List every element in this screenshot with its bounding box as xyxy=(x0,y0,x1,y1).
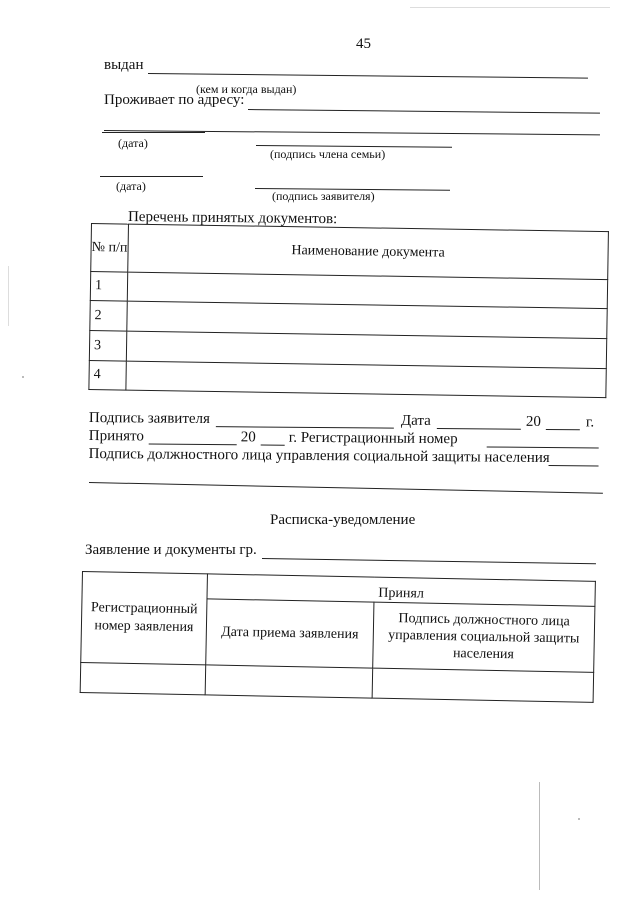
reg-number-cell xyxy=(80,662,206,694)
acceptance-block xyxy=(89,410,604,468)
address-label: Проживает по адресу: xyxy=(104,92,245,108)
row-number: 3 xyxy=(89,330,126,361)
reg-number-label: г. Регистрационный номер xyxy=(288,429,458,448)
year-suffix: г. xyxy=(585,414,595,431)
official-sign-label: Подпись должностного лица управления социальной защиты населения xyxy=(88,445,550,467)
col-sign-header: Подпись должностного лица управления социальной защиты населения xyxy=(373,602,595,672)
date-cell xyxy=(205,665,373,698)
separator-line xyxy=(89,482,603,494)
scan-artifact xyxy=(578,818,580,820)
page-number: 45 xyxy=(356,36,371,52)
col-num-header: № п/п xyxy=(91,224,129,273)
receipt-title: Расписка-уведомление xyxy=(270,512,416,528)
scan-artifact xyxy=(8,266,9,326)
row-number: 1 xyxy=(90,272,127,302)
address-field-line xyxy=(248,109,600,114)
date-hint-2: (дата) xyxy=(116,179,146,193)
applicant-sign-label: Подпись заявителя xyxy=(88,410,211,428)
applicant-sign-hint: (подпись заявителя) xyxy=(272,189,375,203)
receipt-table xyxy=(80,571,596,703)
date-label: Дата xyxy=(400,412,431,429)
statement-label: Заявление и документы гр. xyxy=(85,542,257,558)
scan-artifact xyxy=(22,376,24,378)
issued-field-line xyxy=(148,73,588,79)
date-line-1 xyxy=(102,132,205,133)
accepted-label: Принято xyxy=(88,427,144,445)
issued-hint: (кем и когда выдан) xyxy=(196,82,297,96)
col-date-header: Дата приема заявления xyxy=(206,599,374,668)
row-number: 2 xyxy=(90,300,127,331)
scan-artifact xyxy=(410,7,610,8)
year-prefix: 20 xyxy=(525,413,541,430)
date-line-2 xyxy=(100,176,203,177)
col-name-header: Наименование документа xyxy=(128,224,609,280)
col-reg-header: Регистрационный номер заявления xyxy=(81,572,208,665)
documents-header-row xyxy=(91,224,609,280)
sign-cell xyxy=(372,668,594,702)
col-accepted-header: Принял xyxy=(207,574,595,606)
row-doc-name xyxy=(126,361,606,398)
scan-artifact xyxy=(539,782,540,890)
statement-line xyxy=(262,558,596,564)
date-hint-1: (дата) xyxy=(118,136,148,150)
family-sign-hint: (подпись члена семьи) xyxy=(270,147,386,161)
accepted-year: 20 xyxy=(240,429,256,446)
documents-table xyxy=(88,223,609,398)
documents-table-wrap xyxy=(88,223,609,398)
documents-title: Перечень принятых документов: xyxy=(127,209,338,228)
issued-label: выдан xyxy=(104,57,144,73)
row-number: 4 xyxy=(89,360,126,390)
receipt-table-wrap xyxy=(80,571,596,703)
